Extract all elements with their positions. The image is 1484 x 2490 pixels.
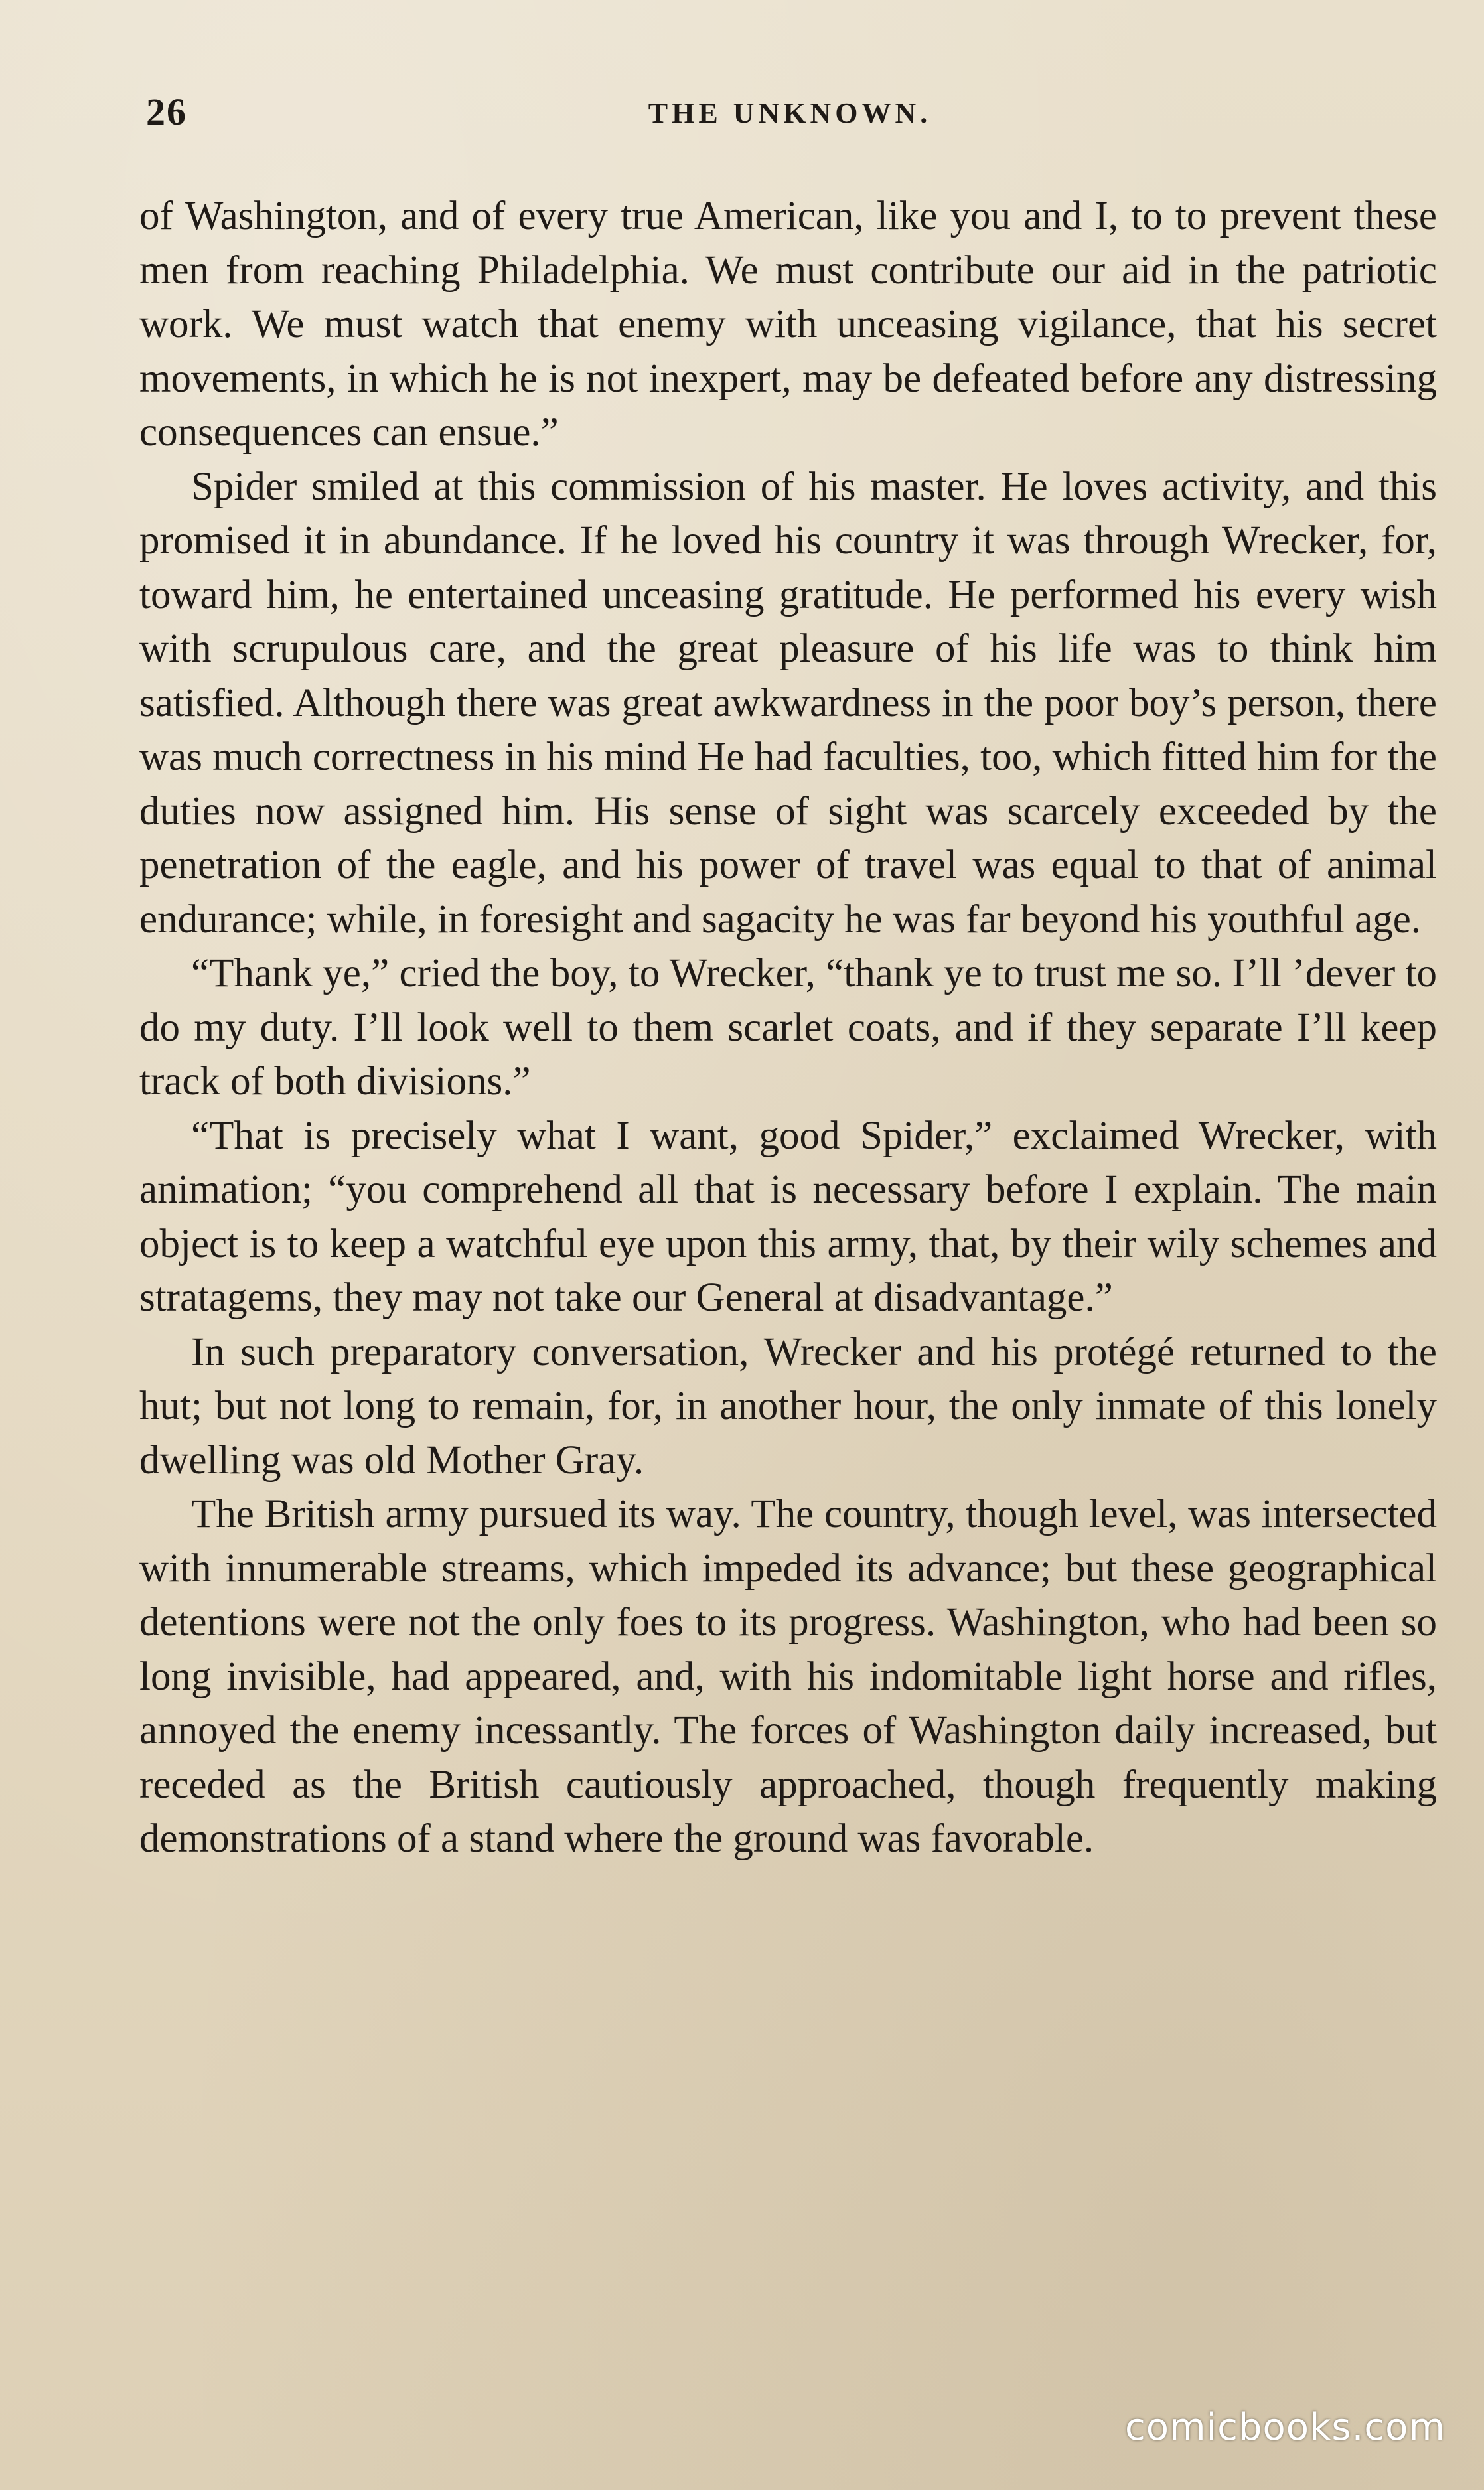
page-number: 26: [146, 90, 187, 133]
paragraph-british-army: The British army pursued its way. The country, though level, was intersected with innumerable streams, which impeded its advance; but these geographical detentions were not the only foes to its progress. Washington, who had been so long invisible, had appeared, and, with his indomitable light horse and rifles, annoyed the enemy incessantly. The forces of Washington daily increased, but receded as the British cautiously approached, though frequently making demonstrations of a stand where the ground was favorable.: [139, 1492, 1437, 1861]
watermark: comicbooks.com: [1124, 2406, 1446, 2449]
paragraph-spider-reply: “Thank ye,” cried the boy, to Wrecker, “thank ye to trust me so. I’ll ’dever to do my duty. I’ll look well to them scarlet coats, and if they separate I’ll keep track of both divisions.”: [139, 951, 1437, 1104]
running-title: THE UNKNOWN.: [648, 97, 932, 129]
paragraph-wrecker-reply: “That is precisely what I want, good Spider,” exclaimed Wrecker, with animation; “you comprehend all that is necessary before I explain. The main object is to keep a watchful eye upon this army, that, by their wily schemes and stratagems, they may not take our General at disadvantage.”: [139, 1113, 1437, 1320]
paragraph-continuation: of Washington, and of every true American, like you and I, to to prevent these men from reaching Philadelphia. We must contribute our aid in the patriotic work. We must watch that enemy with unceasing vigilance, that his secret movements, in which he is not inexpert, may be defeated before any distressing consequences can ensue.”: [139, 194, 1437, 455]
body-text: [139, 189, 1437, 1866]
paragraph-return-to-hut: In such preparatory conversation, Wrecker and his protégé returned to the hut; but not long to remain, for, in another hour, the only inmate of this lonely dwelling was old Mother Gray.: [139, 1329, 1437, 1483]
page-header: [146, 90, 1434, 143]
paragraph-spider-commission: Spider smiled at this commission of his master. He loves activity, and this promised it in abundance. If he loved his country it was through Wrecker, for, toward him, he entertained unceasing gratitude. He performed his every wish with scrupulous care, and the great pleasure of his life was to think him satisfied. Although there was great awkwardness in the poor boy’s person, there was much correctness in his mind He had faculties, too, which fitted him for the duties now assigned him. His sense of sight was scarcely exceeded by the penetration of the eagle, and his power of travel was equal to that of animal endurance; while, in foresight and sagacity he was far beyond his youthful age.: [139, 464, 1437, 942]
